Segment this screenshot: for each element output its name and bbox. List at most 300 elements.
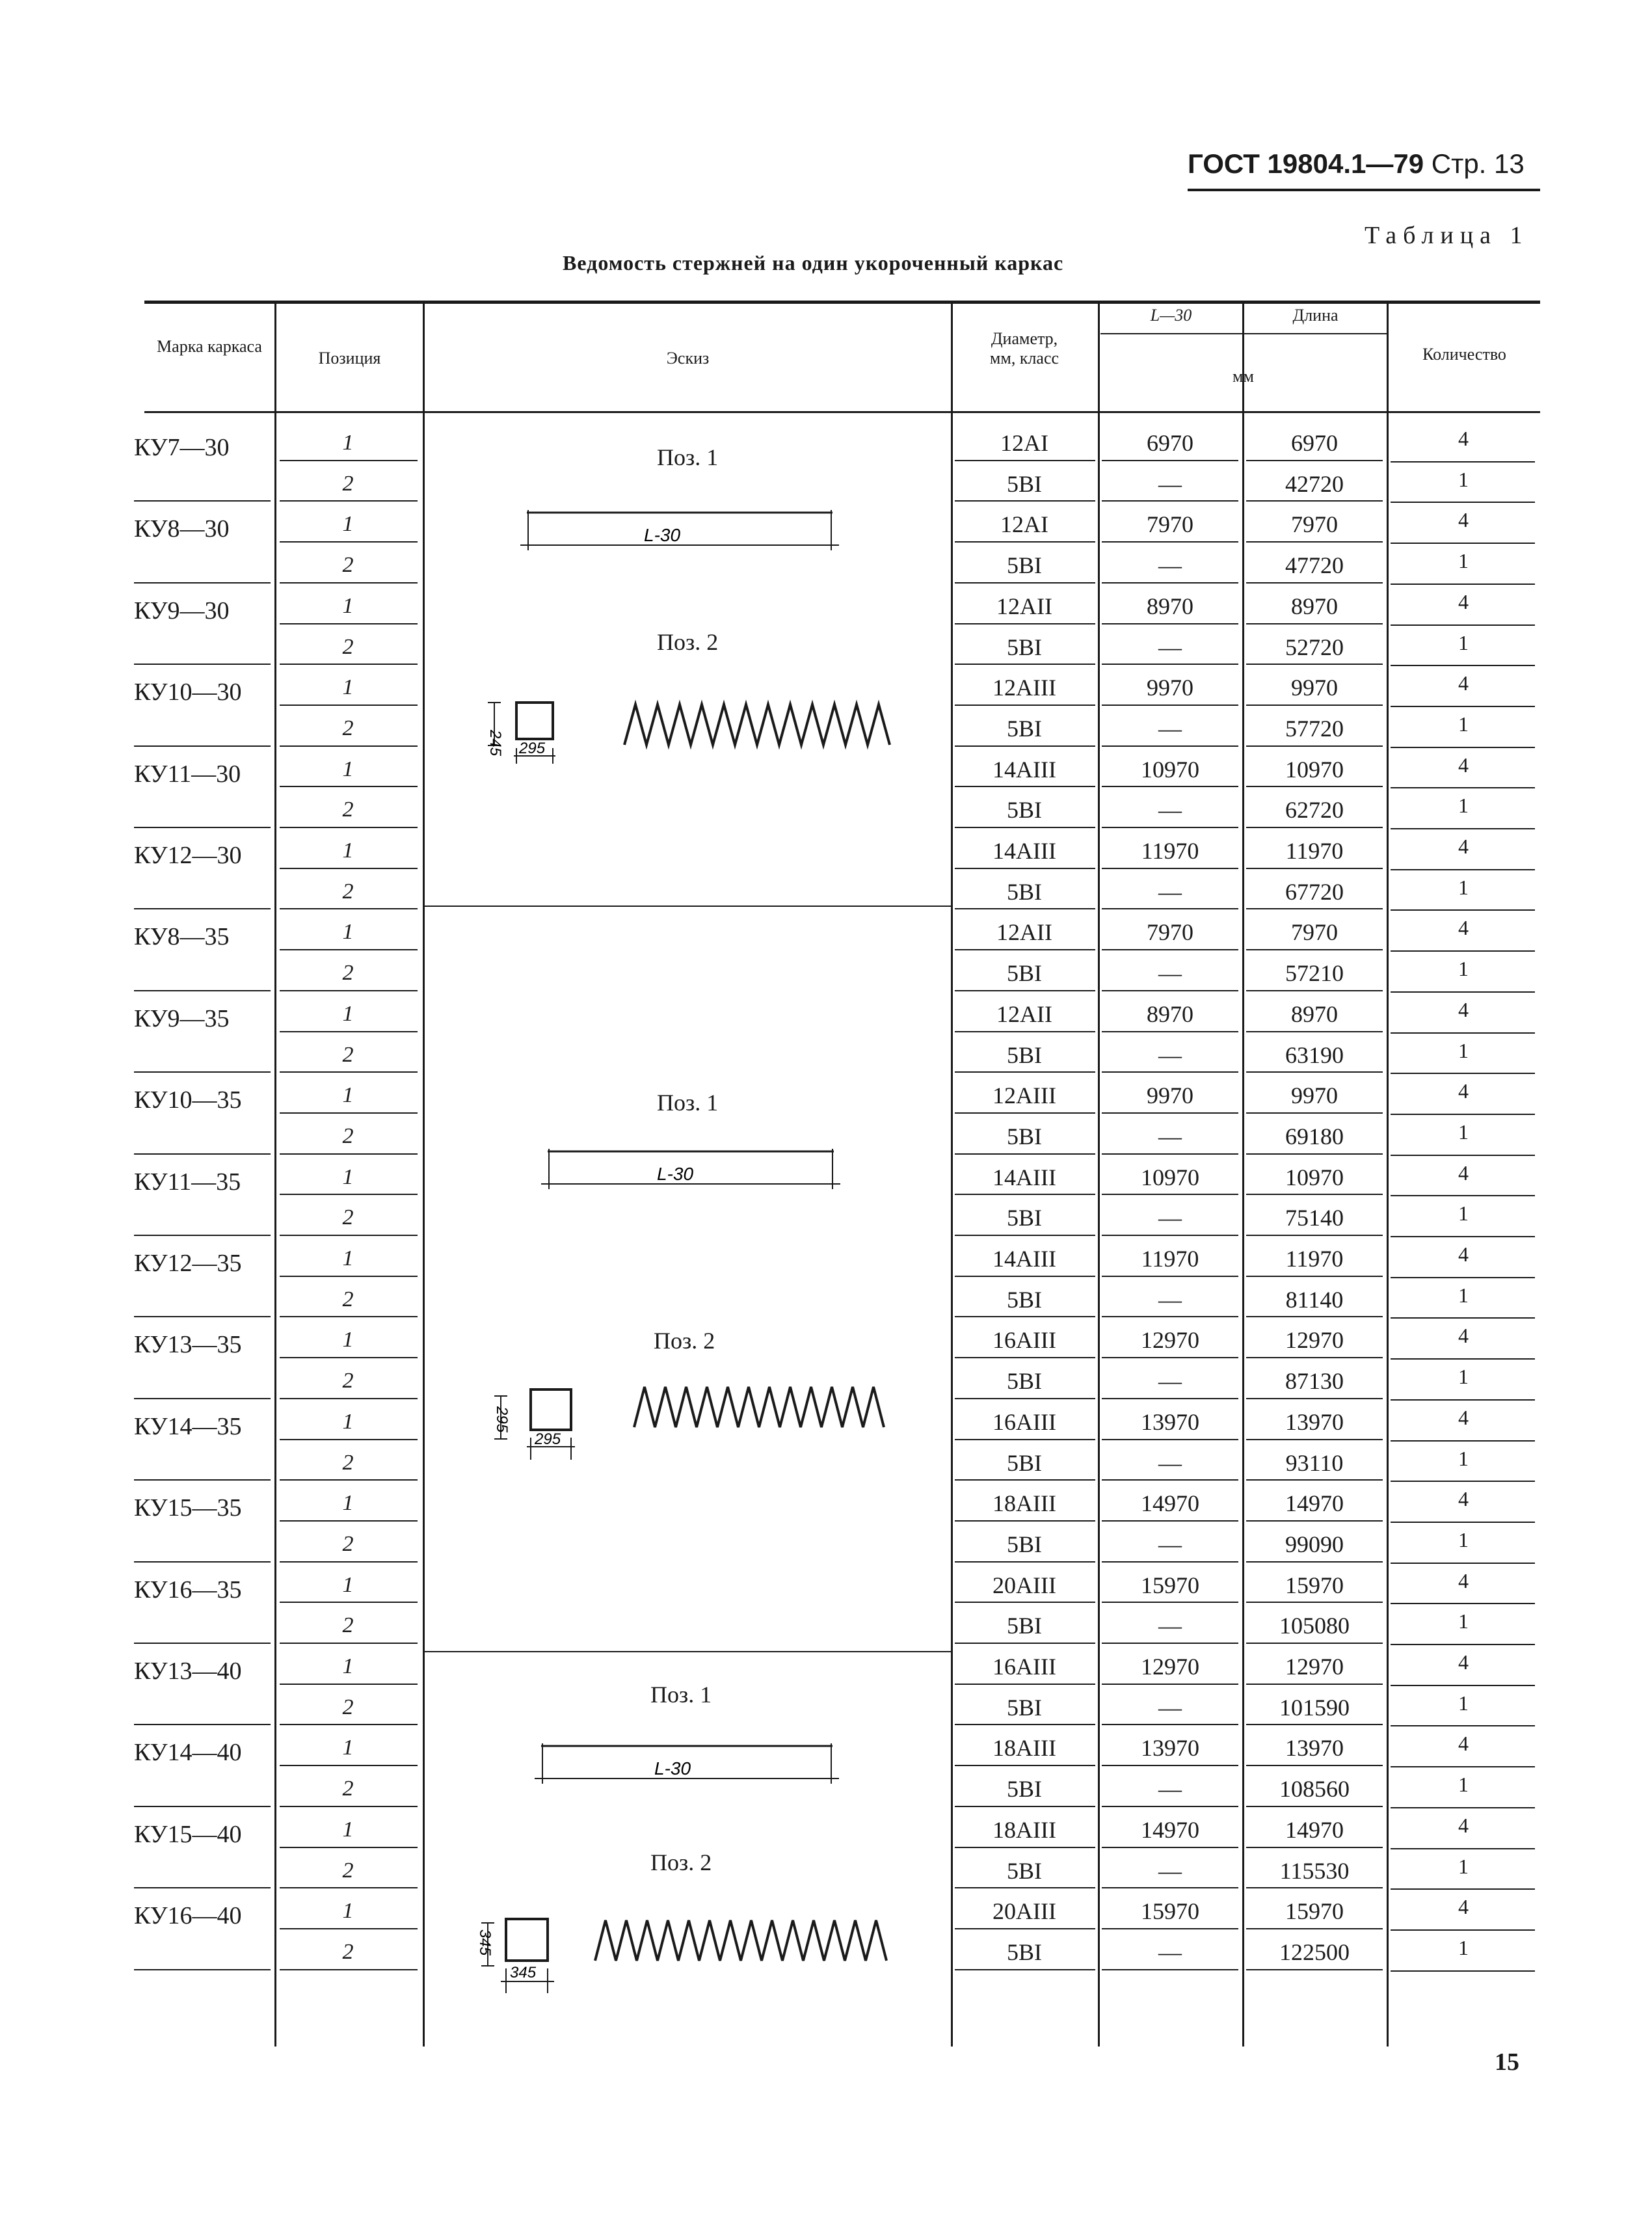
diameter-class: 5BI [1007, 470, 1042, 497]
position-number: 2 [342, 634, 354, 659]
diameter-row-rule [955, 1847, 1095, 1848]
l30-value: — [1158, 1531, 1182, 1557]
length-value: 108560 [1279, 1776, 1350, 1803]
diameter-class: 5BI [1007, 1449, 1042, 1476]
length-value: 14970 [1285, 1490, 1344, 1517]
frame-mark: КУ11—30 [134, 760, 241, 788]
mark-group-rule [134, 1235, 271, 1236]
diameter-row-rule [955, 1520, 1095, 1522]
length-row-rule [1246, 1806, 1383, 1807]
l30-row-rule [1102, 1806, 1238, 1807]
mark-group-rule [134, 1806, 271, 1807]
length-row-rule [1246, 1071, 1383, 1073]
length-row-rule [1246, 705, 1383, 706]
diameter-class: 5BI [1007, 1694, 1042, 1721]
sketch1-poz1-label: Поз. 1 [657, 444, 719, 470]
l30-value: 15970 [1141, 1898, 1199, 1925]
length-row-rule [1246, 1479, 1383, 1481]
length-row-rule [1246, 1235, 1383, 1236]
l30-value: — [1158, 1694, 1182, 1721]
position-number: 1 [342, 1491, 354, 1516]
diameter-class: 5BI [1007, 1368, 1042, 1395]
length-row-rule [1246, 1765, 1383, 1766]
l30-row-rule [1102, 1031, 1238, 1032]
position-number: 2 [342, 1858, 354, 1883]
col-divider-position [423, 303, 425, 2047]
table-header-rule [144, 411, 1540, 413]
diameter-class: 16AIII [993, 1327, 1056, 1354]
quantity-row-rule [1391, 1685, 1535, 1686]
sketch1-poz2-label: Поз. 2 [657, 629, 719, 655]
page-number: 15 [1495, 2048, 1519, 2076]
l30-value: — [1158, 1449, 1182, 1476]
position-number: 2 [342, 716, 354, 740]
length-row-rule [1246, 1357, 1383, 1358]
length-value: 15970 [1285, 1572, 1344, 1598]
position-number: 2 [342, 1777, 354, 1801]
length-value: 52720 [1285, 634, 1344, 660]
mark-group-rule [134, 1153, 271, 1155]
quantity-row-rule [1391, 1481, 1535, 1482]
length-row-rule [1246, 1602, 1383, 1603]
frame-mark: КУ12—30 [134, 842, 242, 869]
diameter-class: 14AIII [993, 756, 1056, 783]
sketch1-square-drawing [507, 696, 598, 787]
frame-mark: КУ13—40 [134, 1658, 242, 1685]
position-row-rule [280, 1806, 418, 1807]
diameter-row-rule [955, 460, 1095, 461]
quantity-row-rule [1391, 828, 1535, 829]
diameter-class: 5BI [1007, 797, 1042, 824]
mark-group-rule [134, 500, 271, 502]
quantity-row-rule [1391, 624, 1535, 626]
quantity-value: 1 [1458, 549, 1469, 573]
l30-row-rule [1102, 1357, 1238, 1358]
position-number: 1 [342, 757, 354, 781]
diameter-row-rule [955, 1765, 1095, 1766]
quantity-value: 1 [1458, 1773, 1469, 1797]
position-number: 2 [342, 1695, 354, 1719]
length-value: 93110 [1285, 1449, 1344, 1476]
quantity-row-rule [1391, 909, 1535, 911]
col-divider-sketch [951, 303, 953, 2047]
quantity-row-rule [1391, 584, 1535, 585]
quantity-row-rule [1391, 869, 1535, 870]
l30-value: — [1158, 1205, 1182, 1231]
length-value: 47720 [1285, 552, 1344, 579]
sketch2-square-drawing [520, 1382, 611, 1479]
sketch1-spiral-drawing [621, 699, 901, 751]
position-row-rule [280, 745, 418, 747]
diameter-class: 12AI [1000, 511, 1048, 538]
l30-row-rule [1102, 1276, 1238, 1277]
header-quantity: Количество [1422, 345, 1506, 364]
diameter-row-rule [955, 1643, 1095, 1644]
l30-value: — [1158, 1776, 1182, 1803]
diameter-class: 12AIII [993, 1082, 1056, 1109]
l30-value: 14970 [1141, 1490, 1199, 1517]
l30-row-rule [1102, 1602, 1238, 1603]
l30-value: — [1158, 634, 1182, 660]
sketch-section-divider-2 [425, 1651, 951, 1652]
position-number: 2 [342, 879, 354, 904]
quantity-row-rule [1391, 1970, 1535, 1972]
position-row-rule [280, 1153, 418, 1155]
diameter-row-rule [955, 582, 1095, 584]
length-row-rule [1246, 582, 1383, 584]
quantity-value: 1 [1458, 1609, 1469, 1633]
length-value: 101590 [1279, 1694, 1350, 1721]
mark-group-rule [134, 827, 271, 828]
quantity-row-rule [1391, 502, 1535, 503]
position-row-rule [280, 1439, 418, 1440]
quantity-value: 1 [1458, 1446, 1469, 1470]
l30-row-rule [1102, 705, 1238, 706]
position-number: 2 [342, 553, 354, 578]
length-value: 15970 [1285, 1898, 1344, 1925]
l30-row-rule [1102, 1479, 1238, 1481]
diameter-class: 5BI [1007, 960, 1042, 987]
diameter-row-rule [955, 1357, 1095, 1358]
l30-value: 15970 [1141, 1572, 1199, 1598]
quantity-value: 1 [1458, 1691, 1469, 1715]
diameter-row-rule [955, 745, 1095, 747]
sketch2-poz2-label: Поз. 2 [654, 1328, 715, 1354]
position-row-rule [280, 1969, 418, 1970]
sketch3-poz1-label: Поз. 1 [650, 1682, 712, 1708]
sketch2-bar-drawing [533, 1140, 852, 1192]
position-number: 1 [342, 920, 354, 945]
frame-mark: КУ7—30 [134, 434, 230, 461]
diameter-class: 5BI [1007, 1531, 1042, 1557]
position-row-rule [280, 460, 418, 461]
sketch3-width-label: 345 [510, 1964, 537, 1981]
quantity-value: 1 [1458, 875, 1469, 899]
l30-value: — [1158, 1123, 1182, 1149]
diameter-class: 5BI [1007, 1776, 1042, 1803]
diameter-row-rule [955, 541, 1095, 543]
quantity-value: 4 [1458, 1487, 1469, 1511]
sketch3-poz2-label: Поз. 2 [650, 1849, 712, 1875]
diameter-row-rule [955, 1398, 1095, 1399]
diameter-row-rule [955, 1928, 1095, 1929]
position-row-rule [280, 908, 418, 909]
position-number: 1 [342, 1654, 354, 1678]
sketch-section-divider-1 [425, 906, 951, 907]
position-number: 1 [342, 675, 354, 700]
diameter-row-rule [955, 1602, 1095, 1603]
header-position: Позиция [318, 349, 381, 368]
length-row-rule [1246, 1112, 1383, 1114]
diameter-row-rule [955, 1071, 1095, 1073]
diameter-row-rule [955, 827, 1095, 828]
mark-group-rule [134, 745, 271, 747]
frame-mark: КУ13—35 [134, 1331, 242, 1359]
mark-group-rule [134, 990, 271, 991]
length-value: 63190 [1285, 1041, 1344, 1068]
l30-value: 13970 [1141, 1408, 1199, 1435]
diameter-row-rule [955, 1887, 1095, 1888]
position-row-rule [280, 1928, 418, 1929]
diameter-row-rule [955, 949, 1095, 950]
diameter-class: 16AIII [993, 1408, 1056, 1435]
position-number: 2 [342, 1369, 354, 1393]
quantity-value: 1 [1458, 1854, 1469, 1878]
position-row-rule [280, 1847, 418, 1848]
length-value: 7970 [1291, 919, 1338, 946]
position-number: 1 [342, 1328, 354, 1352]
l30-row-rule [1102, 623, 1238, 624]
sketch2-spiral-drawing [631, 1382, 898, 1434]
l30-value: — [1158, 797, 1182, 824]
position-number: 1 [342, 593, 354, 618]
frame-mark: КУ15—40 [134, 1820, 242, 1848]
quantity-value: 4 [1458, 1895, 1469, 1919]
l30-row-rule [1102, 1194, 1238, 1195]
quantity-value: 4 [1458, 1324, 1469, 1348]
frame-mark: КУ11—35 [134, 1168, 241, 1196]
diameter-row-rule [955, 1806, 1095, 1807]
position-row-rule [280, 541, 418, 543]
quantity-value: 1 [1458, 1935, 1469, 1959]
l30-value: 11970 [1141, 1246, 1199, 1272]
quantity-row-rule [1391, 1358, 1535, 1360]
header-length: Длина [1292, 306, 1339, 325]
quantity-value: 4 [1458, 1079, 1469, 1103]
length-row-rule [1246, 541, 1383, 543]
sketch2-height-label: 295 [493, 1406, 511, 1433]
header-sketch: Эскиз [666, 349, 710, 368]
quantity-value: 4 [1458, 589, 1469, 613]
length-value: 11970 [1285, 1246, 1344, 1272]
l30-value: 6970 [1147, 430, 1193, 456]
length-row-rule [1246, 500, 1383, 502]
diameter-class: 12AII [996, 593, 1052, 619]
l30-value: — [1158, 1286, 1182, 1313]
position-number: 2 [342, 961, 354, 986]
mark-group-rule [134, 1316, 271, 1317]
l30-value: — [1158, 960, 1182, 987]
diameter-class: 5BI [1007, 878, 1042, 905]
diameter-class: 5BI [1007, 1939, 1042, 1965]
position-row-rule [280, 664, 418, 665]
length-row-rule [1246, 664, 1383, 665]
position-number: 2 [342, 1531, 354, 1556]
length-row-rule [1246, 1969, 1383, 1970]
position-number: 1 [342, 1246, 354, 1270]
quantity-value: 1 [1458, 1201, 1469, 1226]
sketch3-dim-label: L-30 [654, 1758, 691, 1778]
length-row-rule [1246, 1194, 1383, 1195]
length-value: 99090 [1285, 1531, 1344, 1557]
length-value: 12970 [1285, 1654, 1344, 1680]
sketch1-width-label: 295 [519, 740, 546, 757]
quantity-value: 4 [1458, 508, 1469, 532]
l30-value: 8970 [1147, 1000, 1193, 1027]
position-row-rule [280, 1684, 418, 1685]
position-row-rule [280, 827, 418, 828]
diameter-row-rule [955, 908, 1095, 909]
position-number: 1 [342, 1001, 354, 1026]
diameter-row-rule [955, 1194, 1095, 1195]
l30-row-rule [1102, 541, 1238, 543]
position-number: 1 [342, 1572, 354, 1597]
position-row-rule [280, 500, 418, 502]
l30-row-rule [1102, 582, 1238, 584]
diameter-class: 14AIII [993, 1246, 1056, 1272]
l30-value: 10970 [1141, 1164, 1199, 1190]
quantity-value: 4 [1458, 1568, 1469, 1592]
quantity-row-rule [1391, 1848, 1535, 1849]
header-diameter: Диаметр, мм, класс [989, 329, 1059, 368]
position-number: 1 [342, 1736, 354, 1760]
position-row-rule [280, 868, 418, 869]
diameter-class: 16AIII [993, 1654, 1056, 1680]
mark-group-rule [134, 1643, 271, 1644]
length-value: 12970 [1285, 1327, 1344, 1354]
diameter-row-rule [955, 1153, 1095, 1155]
col-divider-mark [274, 303, 276, 2047]
position-row-rule [280, 990, 418, 991]
position-number: 2 [342, 798, 354, 822]
sketch3-square-drawing [494, 1910, 585, 2014]
diameter-class: 5BI [1007, 1123, 1042, 1149]
l30-row-rule [1102, 1969, 1238, 1970]
mark-group-rule [134, 664, 271, 665]
quantity-value: 1 [1458, 1365, 1469, 1389]
quantity-row-rule [1391, 1155, 1535, 1156]
quantity-value: 4 [1458, 997, 1469, 1021]
diameter-class: 18AIII [993, 1816, 1056, 1843]
length-value: 57720 [1285, 715, 1344, 742]
l30-value: 13970 [1141, 1735, 1199, 1762]
col-divider-length [1387, 303, 1389, 2047]
diameter-row-rule [955, 705, 1095, 706]
position-number: 1 [342, 431, 354, 455]
length-row-rule [1246, 868, 1383, 869]
quantity-value: 1 [1458, 1283, 1469, 1307]
diameter-class: 18AIII [993, 1735, 1056, 1762]
diameter-row-rule [955, 990, 1095, 991]
quantity-row-rule [1391, 1766, 1535, 1767]
diameter-row-rule [955, 1561, 1095, 1563]
length-value: 13970 [1285, 1408, 1344, 1435]
l30-row-rule [1102, 745, 1238, 747]
sketch3-bar-drawing [527, 1734, 852, 1786]
length-row-rule [1246, 1887, 1383, 1888]
quantity-value: 4 [1458, 1650, 1469, 1674]
position-row-rule [280, 623, 418, 624]
length-row-rule [1246, 1276, 1383, 1277]
diameter-class: 5BI [1007, 1041, 1042, 1068]
position-number: 2 [342, 1287, 354, 1311]
position-number: 2 [342, 1939, 354, 1964]
l30-row-rule [1102, 949, 1238, 950]
position-number: 1 [342, 1083, 354, 1108]
l30-row-rule [1102, 908, 1238, 909]
frame-mark: КУ16—40 [134, 1902, 242, 1930]
quantity-row-rule [1391, 665, 1535, 666]
quantity-row-rule [1391, 1073, 1535, 1074]
quantity-row-rule [1391, 461, 1535, 463]
position-number: 1 [342, 1899, 354, 1924]
length-value: 62720 [1285, 797, 1344, 824]
length-row-rule [1246, 1439, 1383, 1440]
diameter-row-rule [955, 1724, 1095, 1725]
position-row-rule [280, 1520, 418, 1522]
mark-group-rule [134, 1398, 271, 1399]
length-value: 122500 [1279, 1939, 1350, 1965]
position-row-rule [280, 1561, 418, 1563]
l30-value: 12970 [1141, 1654, 1199, 1680]
quantity-row-rule [1391, 1317, 1535, 1319]
length-row-rule [1246, 1643, 1383, 1644]
length-value: 67720 [1285, 878, 1344, 905]
standard-header [1188, 148, 1525, 180]
diameter-class: 12AII [996, 1000, 1052, 1027]
diameter-class: 5BI [1007, 634, 1042, 660]
position-row-rule [280, 1724, 418, 1725]
col-divider-l30 [1242, 303, 1244, 2047]
diameter-row-rule [955, 500, 1095, 502]
position-number: 1 [342, 1817, 354, 1842]
position-number: 1 [342, 512, 354, 537]
diameter-class: 12AII [996, 919, 1052, 946]
header-rule [1188, 189, 1540, 191]
l30-row-rule [1102, 1439, 1238, 1440]
quantity-value: 4 [1458, 1732, 1469, 1756]
quantity-value: 4 [1458, 1813, 1469, 1837]
length-row-rule [1246, 460, 1383, 461]
diameter-row-rule [955, 1031, 1095, 1032]
position-row-rule [280, 1112, 418, 1114]
l30-value: 9970 [1147, 675, 1193, 701]
l30-value: 14970 [1141, 1816, 1199, 1843]
position-row-rule [280, 1316, 418, 1317]
sketch1-bar-drawing [507, 501, 846, 553]
l30-row-rule [1102, 1112, 1238, 1114]
diameter-row-rule [955, 868, 1095, 869]
mark-group-rule [134, 582, 271, 584]
quantity-row-rule [1391, 1603, 1535, 1604]
quantity-value: 1 [1458, 794, 1469, 818]
length-value: 9970 [1291, 1082, 1338, 1109]
l30-value: — [1158, 552, 1182, 579]
l30-row-rule [1102, 1520, 1238, 1522]
length-row-rule [1246, 1031, 1383, 1032]
quantity-value: 4 [1458, 916, 1469, 940]
mark-group-rule [134, 1724, 271, 1725]
length-value: 42720 [1285, 470, 1344, 497]
length-value: 69180 [1285, 1123, 1344, 1149]
position-number: 1 [342, 1409, 354, 1434]
l30-row-rule [1102, 1684, 1238, 1685]
diameter-class: 18AIII [993, 1490, 1056, 1517]
l30-value: — [1158, 715, 1182, 742]
length-row-rule [1246, 1520, 1383, 1522]
quantity-row-rule [1391, 706, 1535, 707]
diameter-row-rule [955, 1112, 1095, 1114]
mark-group-rule [134, 1071, 271, 1073]
length-value: 11970 [1285, 838, 1344, 864]
length-value: 81140 [1285, 1286, 1344, 1313]
diameter-class: 20AIII [993, 1898, 1056, 1925]
position-number: 2 [342, 1613, 354, 1638]
quantity-row-rule [1391, 1399, 1535, 1401]
quantity-row-rule [1391, 950, 1535, 952]
quantity-row-rule [1391, 1888, 1535, 1890]
l30-row-rule [1102, 786, 1238, 787]
